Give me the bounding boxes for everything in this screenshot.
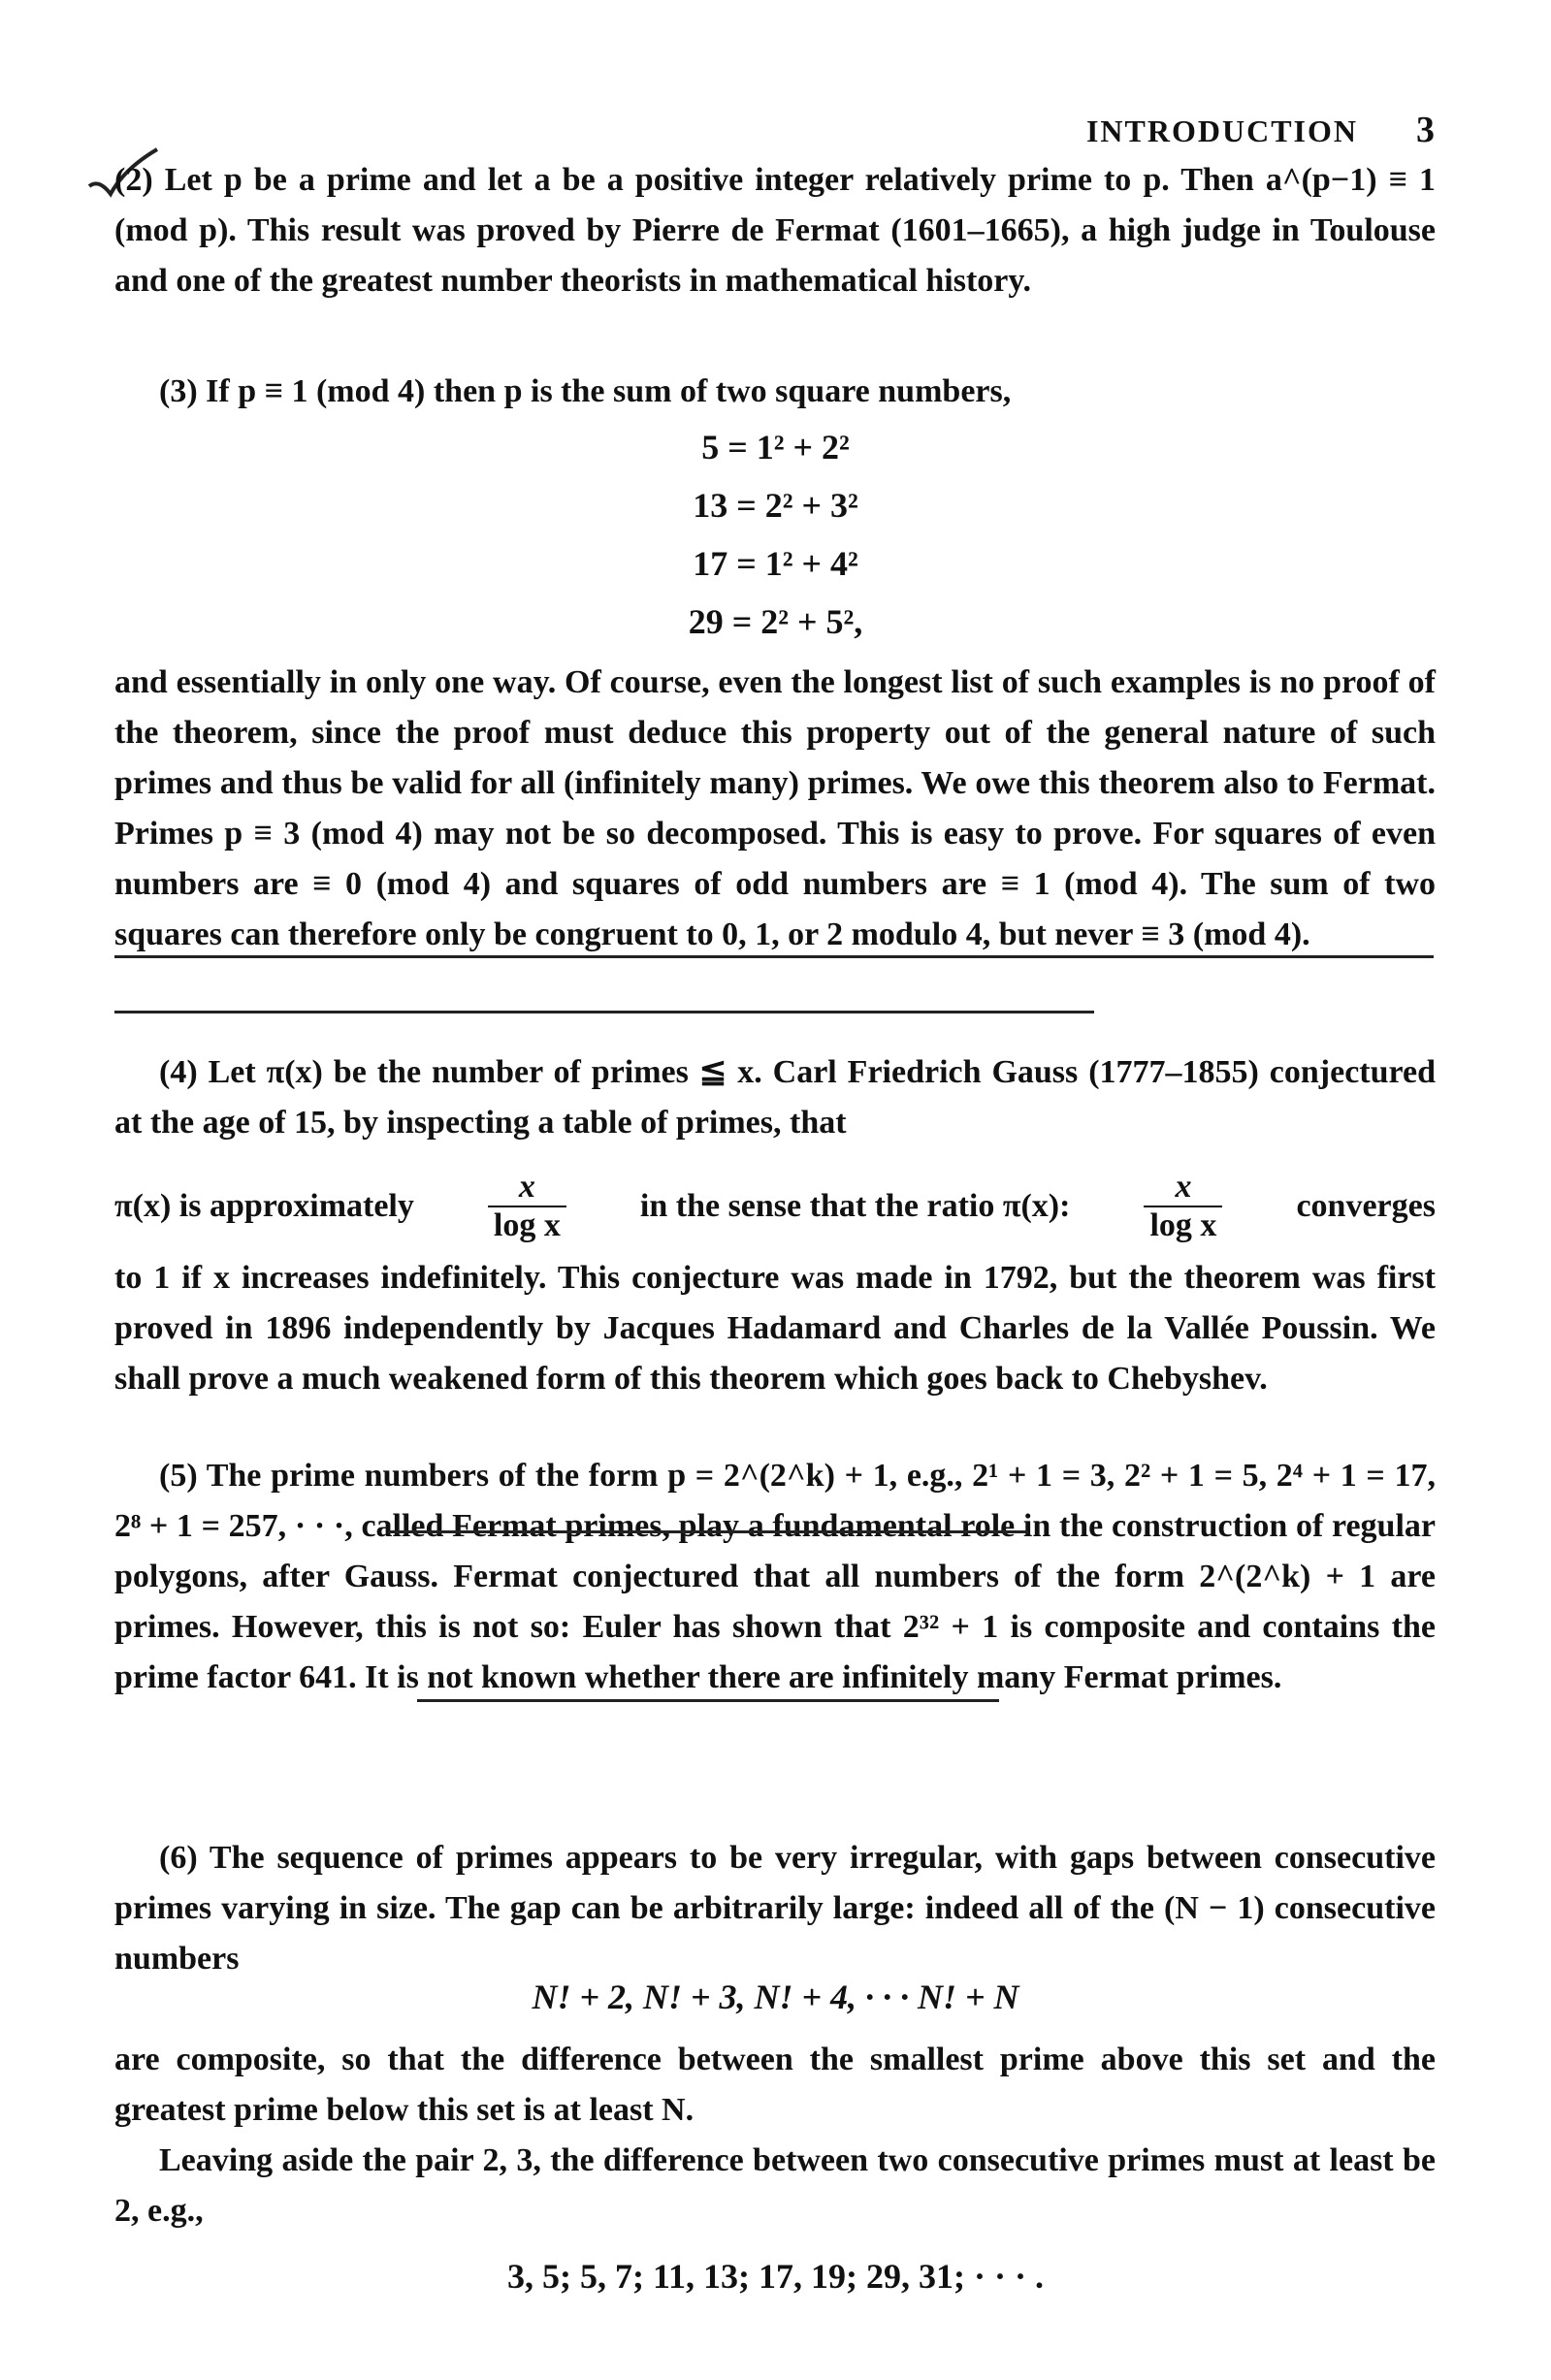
handwritten-underline [417, 1699, 999, 1702]
item-5-paragraph: (5) The prime numbers of the form p = 2^(2^k) + 1, e.g., 2¹ + 1 = 3, 2² + 1 = 5, 2⁴ + 1 = 17, 2⁸ + 1 = 257, · · ·, called Fermat primes, play a fundamental role in the construction of regular polygons, after Gauss. Fermat conjectured that all numbers of the form 2^(2^k) + 1 are primes. However, this is not so: Euler has shown that 2³² + 1 is composite and contains the prime factor 641. It is not known whether there are infinitely many Fermat primes. [114, 1458, 1436, 1695]
item-3-discussion: and essentially in only one way. Of course, even the longest list of such examples is no proof of the theorem, since the proof must deduce this property out of the general nature of such primes and thus be valid for all (infinitely many) primes. We owe this theorem also to Fermat. Primes p ≡ 3 (mod 4) may not be so decomposed. This is easy to prove. For squares of even numbers are ≡ 0 (mod 4) and squares of odd numbers are ≡ 1 (mod 4). The sum of two squares can therefore only be congruent to 0, 1, or 2 modulo 4, but never ≡ 3 (mod 4). [114, 664, 1436, 952]
equation-line: 17 = 1² + 4² [693, 544, 858, 583]
converges-text: converges [1296, 1188, 1436, 1224]
x-over-log-x: $\frac{x}{\text{log x}}$ [488, 1169, 566, 1244]
ratio-text: in the sense that the ratio π(x): [639, 1188, 1071, 1224]
equation-line: 29 = 2² + 5², [688, 602, 863, 641]
item-4-continuation: to 1 if x increases indefinitely. This conjecture was made in 1792, but the theorem was first proved in 1896 independently by Jacques Hadamard and Charles de la Vallée Poussin. We shall prove a much weakened form of this theorem which goes back to Chebyshev. [114, 1260, 1436, 1397]
equation-line: 13 = 2² + 3² [693, 486, 858, 525]
closing-paragraph: Leaving aside the pair 2, 3, the difference between two consecutive primes must at least be 2, e.g., [114, 2142, 1436, 2229]
page-number: 3 [1416, 110, 1437, 150]
handwritten-underline [388, 1530, 1028, 1533]
running-header [1086, 109, 1437, 151]
x-over-log-x-2: $\frac{x}{\text{log x}}$ [1144, 1169, 1222, 1244]
item-6-conclusion: are composite, so that the difference between the smallest prime above this set and the greatest prime below this set is at least N. [114, 2042, 1436, 2128]
header-title: INTRODUCTION [1085, 113, 1358, 148]
item-4-fraction-line [114, 1169, 1436, 1244]
item-3-intro: (3) If p ≡ 1 (mod 4) then p is the sum of two square numbers, [159, 373, 1012, 409]
handwritten-underline [114, 1011, 1094, 1013]
factorial-equation: N! + 2, N! + 3, N! + 4, · · · N! + N [532, 1978, 1019, 2016]
item-2-paragraph: (2) Let p be a prime and let a be a positive integer relatively prime to p. Then a^(p−1) ≡ 1 (mod p). This result was proved by Pierre de Fermat (1601–1665), a high judge in Toulouse and one of the greatest number theorists in mathematical history. [114, 162, 1436, 299]
handwritten-underline [114, 955, 1434, 958]
prime-pairs-list: 3, 5; 5, 7; 11, 13; 17, 19; 29, 31; · · · . [507, 2257, 1044, 2296]
item-4-paragraph: (4) Let π(x) be the number of primes ≦ x. Carl Friedrich Gauss (1777–1855) conjectured at the age of 15, by inspecting a table of primes, that [114, 1054, 1436, 1141]
equation-line: 5 = 1² + 2² [701, 428, 850, 466]
item-6-paragraph: (6) The sequence of primes appears to be very irregular, with gaps between consecutive primes varying in size. The gap can be arbitrarily large: indeed all of the (N − 1) consecutive numbers [114, 1840, 1436, 1977]
approximately-text: π(x) is approximately [114, 1188, 414, 1224]
